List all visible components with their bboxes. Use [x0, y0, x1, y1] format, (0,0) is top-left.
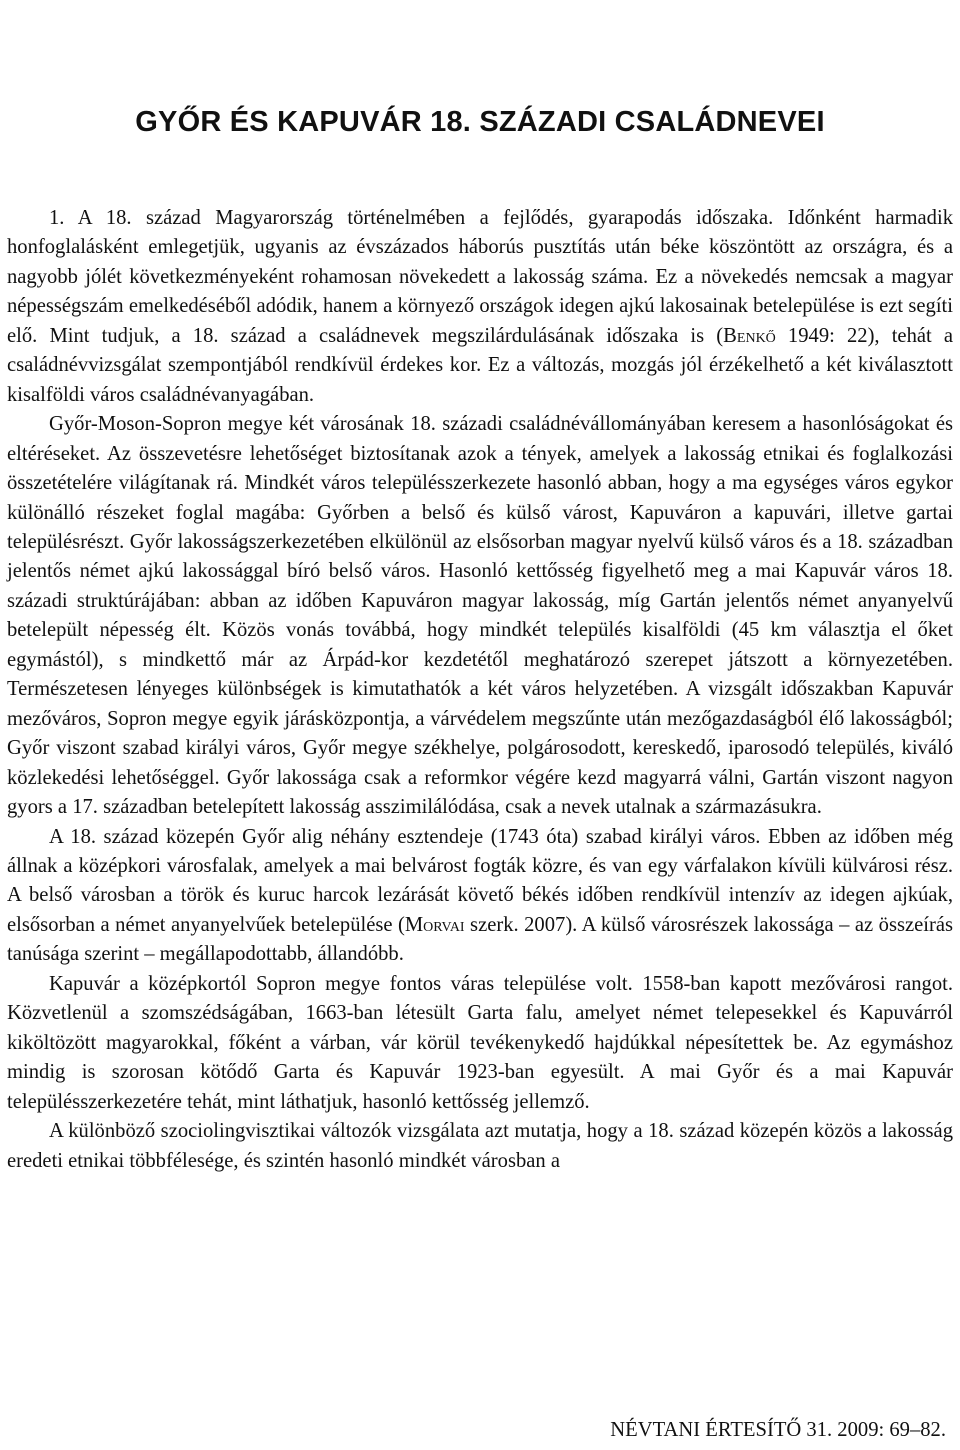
journal-footer: NÉVTANI ÉRTESÍTŐ 31. 2009: 69–82. — [610, 1419, 946, 1441]
paragraph-text: 1949: 22), tehát a családnévvizsgálat szempontjából rendkívül érdekes kor. Ez a változás, mozgás jól érzékelhető a két kiválasztott kisalföldi város családnévanyagában. — [7, 324, 953, 406]
paragraph-2: Győr-Moson-Sopron megye két városának 18. századi családnévállományában keresem a hasonlóságokat és eltéréseket. Az összevetésre lehetőséget biztosítanak azok a tények, amelyek a lakosság etnikai és foglalkozási összetételére világítanak rá. Mindkét város településszerkezete hasonló abban, hogy a ma egységes város egykor különálló részeket foglal magába: Győrben a belső és külső várost, Kapuváron a kapuvári, illetve gartai településrészt. Győr lakosságszerkezetében elkülönül az elsősorban magyar nyelvű külső város és a 18. században jelentős német ajkú lakossággal bíró belső város. Hasonló kettősség figyelhető meg a mai Kapuvár város 18. századi struktúrájában: abban az időben Kapuváron magyar lakosság, míg Gartán jelentős német anyanyelvű betelepült népesség élt. Közös vonás továbbá, hogy mindkét település kisalföldi (45 km választja el őket egymástól), s mindkettő már az Árpád-kor kezdetétől meghatározó szerepet játszott a környezetében. Természetesen lényeges különbségek is kimutathatók a két város helyzetében. A vizsgált időszakban Kapuvár mezőváros, Sopron megye egyik járásközpontja, a várvédelem megszűnte után mezőgazdaságból élő lakosságból; Győr viszont szabad királyi város, Győr megye székhelye, polgárosodott, kereskedő, iparosodó település, kiváló közlekedési lehetőséggel. Győr lakossága csak a reformkor végére kezd magyarrá válni, Gartán viszont nagyon gyors a 17. században betelepített lakosság asszimilálódása, csak a nevek utalnak a származásukra. — [7, 413, 953, 819]
paragraph-1 — [7, 204, 953, 410]
paragraph-5: A különböző szociolingvisztikai változók vizsgálata azt mutatja, hogy a 18. század közepén közös a lakosság eredeti etnikai többfélesége, és szintén hasonló mindkét városban a — [7, 1120, 953, 1172]
paragraph-3 — [7, 823, 953, 970]
paragraph-text: 1. A 18. század Magyarország történelmében a fejlődés, gyarapodás időszaka. Időnként harmadik honfoglalásként emlegetjük, ugyanis az évszázados háborús pusztítás után béke köszöntött az országra, és a nagyobb jólét következményeként rohamosan növekedett a lakosság száma. Ez a növekedés nemcsak a magyar népességszám emelkedéséből adódik, hanem a környező országok idegen ajkú lakosainak betelepülése is ezt segíti elő. Mint tudjuk, a 18. század a családnevek megszilárdulásának időszaka is ( — [7, 207, 953, 347]
paragraph-4: Kapuvár a középkortól Sopron megye fontos váras települése volt. 1558-ban kapott mezővárosi rangot. Közvetlenül a szomszédságában, 1663-ban létesült Garta falu, amelyet német telepesekkel és Kapuvárról kiköltözött magyarokkal, főként a várban, vár körül tevékenykedő hajdúkkal népesítettek be. Az egymáshoz mindig is szorosan kötődő Garta és Kapuvár 1923-ban egyesült. A mai Győr és a mai Kapuvár településszerkezetére tehát, mint láthatjuk, hasonló kettősség jellemző. — [7, 972, 953, 1113]
article-title: GYŐR ÉS KAPUVÁR 18. SZÁZADI CSALÁDNEVEI — [135, 106, 825, 138]
author-citation: Morvai — [404, 913, 465, 936]
author-citation: Benkő — [723, 324, 776, 347]
document-page — [7, 0, 953, 1450]
article-body — [7, 204, 953, 1176]
paragraph-text: A 18. század közepén Győr alig néhány esztendeje (1743 óta) szabad királyi város. Ebben az időben még állnak a középkori városfalak, amelyek a mai belvárost fogták közre, és van egy várfalakon kívüli külvárosi rész. A belső városban a török és kuruc harcok lezárását követő békés időben rendkívül intenzív az idegen ajkúak, elsősorban a német anyanyelvűek betelepülése ( — [7, 825, 953, 936]
paragraph-text: szerk. 2007). A külső városrészek lakossága – az összeírás tanúsága szerint – megállapodottabb, állandóbb. — [7, 913, 953, 966]
